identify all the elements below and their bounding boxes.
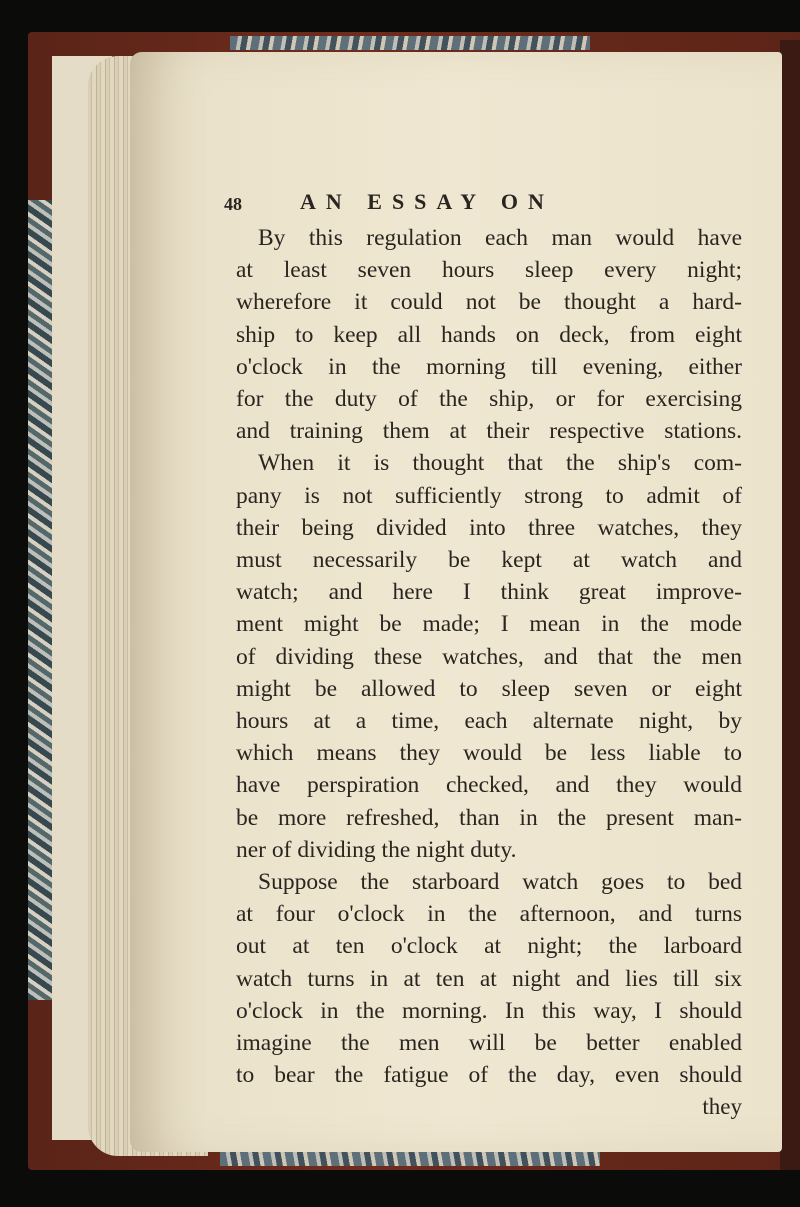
running-title: AN ESSAY ON	[300, 189, 554, 214]
text-line: ner of dividing the night duty.	[236, 836, 517, 863]
text-line: out at ten o'clock at night; the larboard	[236, 933, 742, 960]
text-line: at four o'clock in the afternoon, and turns	[236, 901, 742, 928]
page-number: 48	[224, 194, 242, 214]
marbled-edge-bottom	[220, 1152, 600, 1166]
text-line: to bear the fatigue of the day, even should	[236, 1062, 742, 1089]
running-head	[224, 176, 742, 216]
catchword: they	[702, 1094, 742, 1120]
text-line: imagine the men will be better enabled	[236, 1030, 742, 1057]
text-line: wherefore it could not be thought a hard-	[236, 289, 742, 316]
text-line: have perspiration checked, and they would	[236, 772, 742, 799]
text-line: Suppose the starboard watch goes to bed	[258, 869, 742, 896]
cover-edge	[780, 40, 800, 1170]
text-line: By this regulation each man would have	[258, 225, 742, 251]
text-line: and training them at their respective stations.	[236, 418, 742, 445]
page-text	[224, 176, 742, 1123]
paragraph	[236, 866, 742, 1091]
text-line: ment might be made; I mean in the mode	[236, 611, 742, 638]
paragraph	[236, 222, 742, 447]
paragraph	[236, 447, 742, 866]
text-line: might be allowed to sleep seven or eight	[236, 675, 742, 702]
text-line: be more refreshed, than in the present man-	[236, 804, 742, 831]
text-line: pany is not sufficiently strong to admit of	[236, 482, 742, 509]
text-line: for the duty of the ship, or for exercising	[236, 386, 742, 413]
text-line: watch; and here I think great improve-	[236, 579, 742, 606]
text-line: hours at a time, each alternate night, by	[236, 708, 742, 735]
text-line: their being divided into three watches, they	[236, 514, 742, 541]
marbled-edge-top	[230, 36, 590, 50]
text-line: ship to keep all hands on deck, from eight	[236, 321, 742, 348]
text-line: at least seven hours sleep every night;	[236, 257, 742, 284]
text-line: When it is thought that the ship's com-	[258, 450, 742, 477]
text-line: o'clock in the morning till evening, either	[236, 353, 742, 380]
text-line: o'clock in the morning. In this way, I should	[236, 997, 742, 1024]
text-line: must necessarily be kept at watch and	[236, 547, 742, 574]
text-line: which means they would be less liable to	[236, 740, 742, 767]
text-line: of dividing these watches, and that the men	[236, 643, 742, 670]
text-line: watch turns in at ten at night and lies till six	[236, 965, 742, 992]
